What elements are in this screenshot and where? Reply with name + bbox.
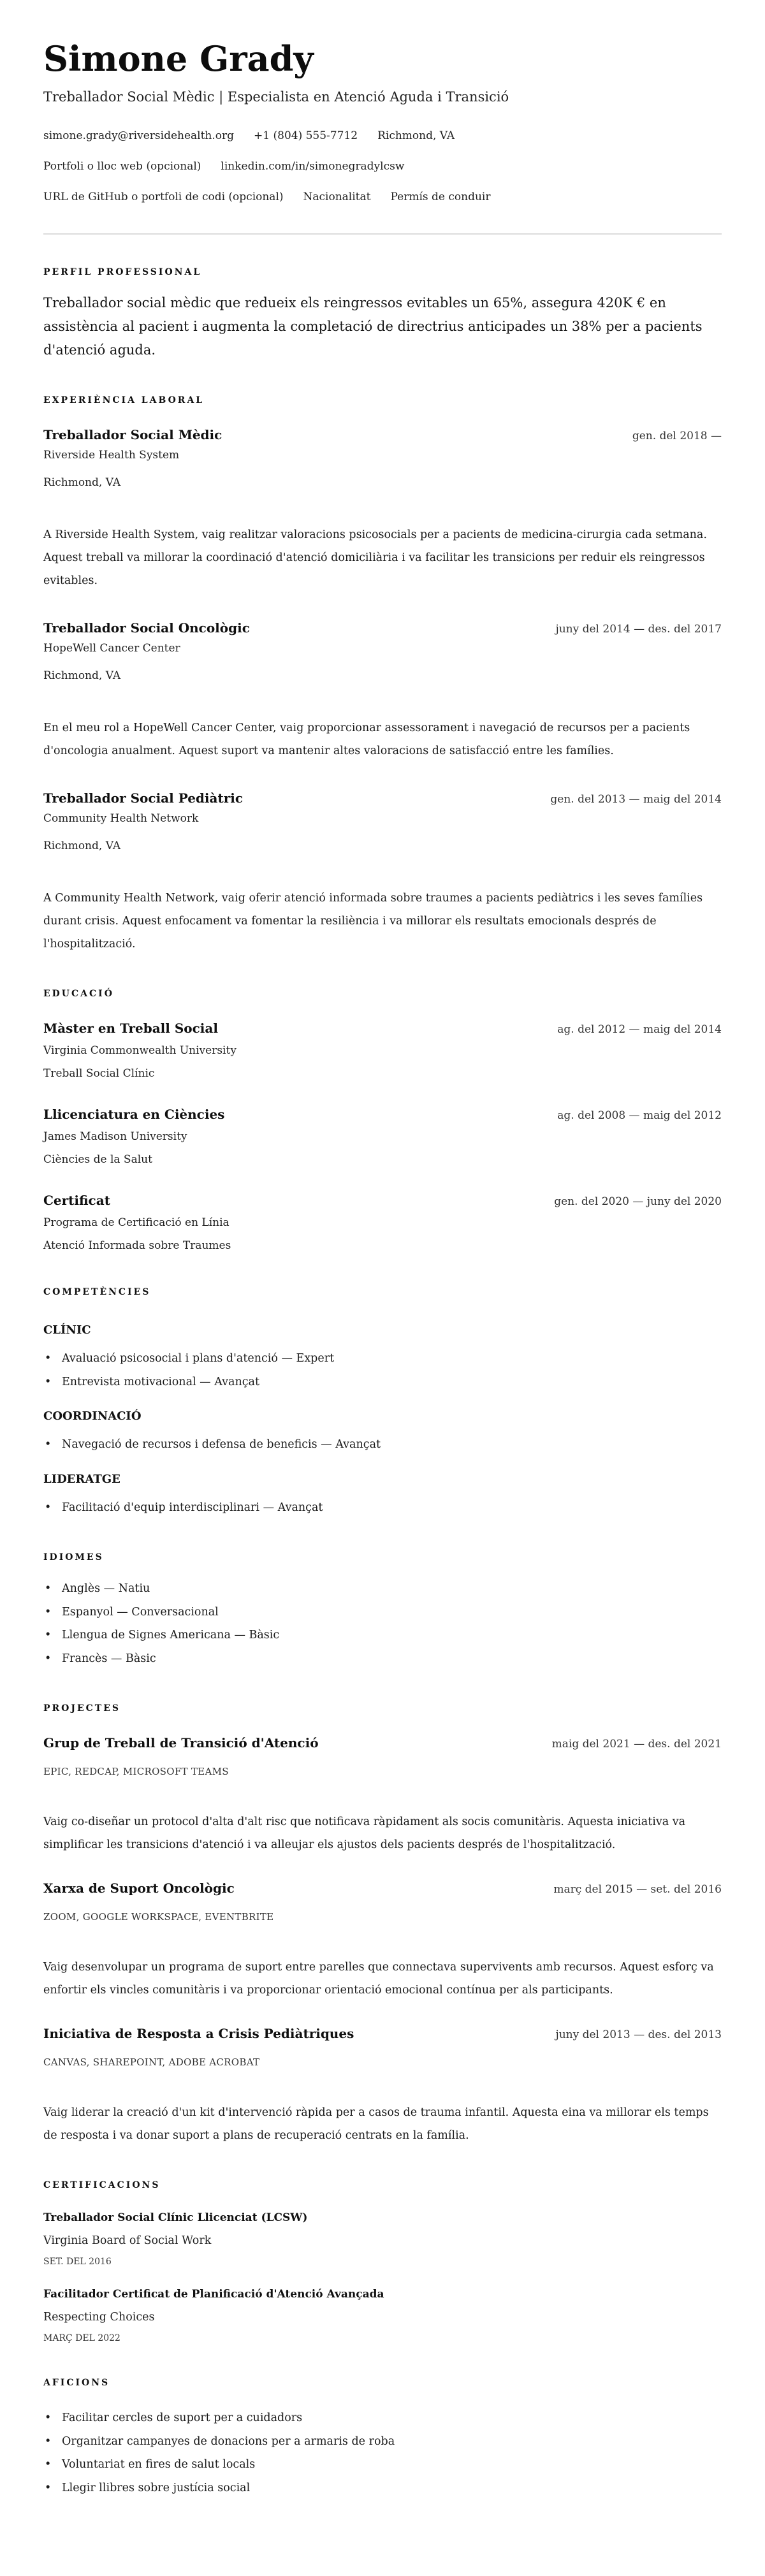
- project-dates: maig del 2021 — des. del 2021: [551, 1738, 722, 1750]
- skill-group-heading: COORDINACIÓ: [43, 1409, 142, 1423]
- resume-header: [43, 38, 722, 205]
- job-description: A Riverside Health System, vaig realitzar valoracions psicosocials per a pacients de medicina-cirurgia cada setmana. Aquest treball va millorar la coordinació d'atenció domiciliària i va facilitar les transicions per reduir els reingressos evitables.: [43, 528, 707, 587]
- hobby-item: • Voluntariat en fires de salut locals: [43, 2453, 722, 2477]
- certification-title: Facilitador Certificat de Planificació d'Atenció Avançada: [43, 2288, 384, 2301]
- job-dates: gen. del 2013 — maig del 2014: [550, 793, 722, 806]
- skill-list: [43, 1347, 722, 1394]
- job-entry: [43, 789, 722, 956]
- hobby-item: • Llegir llibres sobre justícia social: [43, 2477, 722, 2500]
- candidate-title: Treballador Social Mèdic | Especialista en Atenció Aguda i Transició: [43, 89, 509, 105]
- languages-section: [43, 1551, 722, 1670]
- job-dates: juny del 2014 — des. del 2017: [555, 623, 722, 636]
- education-dates: gen. del 2020 — juny del 2020: [554, 1195, 722, 1208]
- header-divider: [43, 233, 722, 235]
- summary-text: Treballador social mèdic que redueix els reingressos evitables un 65%, assegura 420K € en assistència al pacient i augmenta la completació de directrius anticipades un 38% per a pacients d'atenció aguda.: [43, 295, 703, 358]
- language-item: • Anglès — Natiu: [43, 1577, 722, 1601]
- section-heading: IDIOMES: [43, 1552, 104, 1562]
- field-of-study: Treball Social Clínic: [43, 1067, 155, 1080]
- language-item: • Llengua de Signes Americana — Bàsic: [43, 1624, 722, 1647]
- job-location: Richmond, VA: [43, 476, 121, 489]
- job-company: Riverside Health System: [43, 449, 180, 462]
- section-heading: EXPERIÈNCIA LABORAL: [43, 395, 205, 405]
- project-description: Vaig desenvolupar un programa de suport entre parelles que connectava supervivents amb recursos. Aquest esforç va enfortir els vincles comunitàris i va proporcionar orientació emocional contínua per als participants.: [43, 1961, 714, 1997]
- project-dates: març del 2015 — set. del 2016: [553, 1883, 722, 1896]
- job-title: Treballador Social Oncològic: [43, 620, 250, 636]
- contact-row: [43, 189, 722, 205]
- field-of-study: Ciències de la Salut: [43, 1153, 152, 1166]
- skill-group-heading: LIDERATGE: [43, 1472, 120, 1486]
- job-dates: gen. del 2018 —: [632, 430, 722, 442]
- job-description: A Community Health Network, vaig oferir atenció informada sobre traumes a pacients pediàtrics i les seves famílies durant crisis. Aquest enfocament va fomentar la resiliència i va millorar els resultats emocionals després de l'hospitalització.: [43, 892, 703, 950]
- job-location: Richmond, VA: [43, 840, 121, 852]
- education-dates: ag. del 2012 — maig del 2014: [557, 1023, 722, 1036]
- job-location: Richmond, VA: [43, 669, 121, 682]
- email-link[interactable]: simone.grady@riversidehealth.org: [43, 129, 235, 142]
- skill-group-heading: CLÍNIC: [43, 1323, 91, 1337]
- skill-item: • Entrevista motivacional — Avançat: [43, 1371, 722, 1394]
- section-heading: PROJECTES: [43, 1703, 120, 1714]
- portfolio-link[interactable]: Portfoli o lloc web (opcional): [43, 160, 201, 173]
- education-entry: [43, 1105, 722, 1168]
- nationality: Nacionalitat: [303, 191, 371, 203]
- project-title: Grup de Treball de Transició d'Atenció: [43, 1735, 319, 1750]
- job-company: Community Health Network: [43, 812, 199, 825]
- language-item: • Francès — Bàsic: [43, 1647, 722, 1671]
- project-entry: [43, 1879, 722, 2002]
- language-list: [43, 1577, 722, 1670]
- hobby-item: • Facilitar cercles de suport per a cuidadors: [43, 2406, 722, 2430]
- section-heading: PERFIL PROFESSIONAL: [43, 267, 202, 277]
- section-heading: EDUCACIÓ: [43, 989, 114, 999]
- degree: Màster en Treball Social: [43, 1021, 218, 1036]
- section-heading: COMPETÈNCIES: [43, 1287, 151, 1297]
- job-entry: [43, 619, 722, 762]
- project-entry: [43, 2025, 722, 2147]
- project-title: Xarxa de Suport Oncològic: [43, 1881, 235, 1896]
- job-description: En el meu rol a HopeWell Cancer Center, vaig proporcionar assessorament i navegació de recursos per a pacients d'oncologia anualment. Aquest suport va mantenir altes valoracions de satisfacció entre les famílies.: [43, 722, 690, 757]
- school: James Madison University: [43, 1130, 187, 1143]
- degree: Certificat: [43, 1193, 110, 1208]
- linkedin-link[interactable]: linkedin.com/in/simonegradylcsw: [221, 160, 405, 173]
- certification-date: MARÇ DEL 2022: [43, 2333, 120, 2343]
- phone-number[interactable]: +1 (804) 555-7712: [254, 129, 358, 142]
- hobby-item: • Organitzar campanyes de donacions per a armaris de roba: [43, 2430, 722, 2454]
- job-company: HopeWell Cancer Center: [43, 642, 180, 655]
- certification-issuer: Virginia Board of Social Work: [43, 2234, 212, 2247]
- experience-section: [43, 394, 722, 956]
- project-description: Vaig liderar la creació d'un kit d'intervenció ràpida per a casos de trauma infantil. Aquesta eina va millorar els temps de resposta i va donar suport a plans de recuperació centrats en la família.: [43, 2106, 709, 2142]
- job-title: Treballador Social Mèdic: [43, 427, 222, 442]
- project-description: Vaig co-diseñar un protocol d'alta d'alt risc que notificava ràpidament als socis comunitàris. Aquesta iniciativa va simplificar les transicions d'atenció i va alleujar els ajustos dels pacients després de l'hospitalització.: [43, 1816, 686, 1851]
- language-item: • Espanyol — Conversacional: [43, 1601, 722, 1624]
- school: Virginia Commonwealth University: [43, 1044, 237, 1057]
- job-entry: [43, 426, 722, 592]
- github-link[interactable]: URL de GitHub o portfoli de codi (opcional): [43, 191, 284, 203]
- driving-license: Permís de conduir: [390, 191, 491, 203]
- section-heading: CERTIFICACIONS: [43, 2180, 161, 2190]
- certifications-section: [43, 2179, 722, 2345]
- contact-row: [43, 128, 722, 143]
- project-dates: juny del 2013 — des. del 2013: [555, 2028, 722, 2041]
- education-entry: [43, 1191, 722, 1254]
- hobby-list: [43, 2406, 722, 2500]
- project-entry: [43, 1734, 722, 1856]
- skill-list: [43, 1433, 722, 1457]
- skill-item: • Avaluació psicosocial i plans d'atenció — Expert: [43, 1347, 722, 1371]
- education-section: [43, 987, 722, 1254]
- contact-row: [43, 159, 722, 174]
- hobbies-section: [43, 2376, 722, 2500]
- certification-title: Treballador Social Clínic Llicenciat (LCSW): [43, 2211, 308, 2224]
- candidate-name: Simone Grady: [43, 38, 314, 79]
- project-title: Iniciativa de Resposta a Crisis Pediàtriques: [43, 2026, 354, 2041]
- school: Programa de Certificació en Línia: [43, 1216, 229, 1229]
- certification-entry: [43, 2286, 722, 2345]
- certification-issuer: Respecting Choices: [43, 2311, 155, 2324]
- projects-section: [43, 1702, 722, 2147]
- certification-date: SET. DEL 2016: [43, 2257, 112, 2267]
- project-tech: EPIC, REDCAP, MICROSOFT TEAMS: [43, 1766, 229, 1777]
- degree: Llicenciatura en Ciències: [43, 1107, 225, 1122]
- summary-section: [43, 266, 722, 362]
- certification-entry: [43, 2209, 722, 2268]
- education-entry: [43, 1019, 722, 1082]
- section-heading: AFICIONS: [43, 2378, 110, 2388]
- skill-item: • Facilitació d'equip interdisciplinari — Avançat: [43, 1496, 722, 1520]
- project-tech: CANVAS, SHAREPOINT, ADOBE ACROBAT: [43, 2056, 260, 2068]
- skills-section: [43, 1286, 722, 1519]
- location: Richmond, VA: [377, 129, 455, 142]
- project-tech: ZOOM, GOOGLE WORKSPACE, EVENTBRITE: [43, 1911, 274, 1923]
- education-dates: ag. del 2008 — maig del 2012: [557, 1109, 722, 1122]
- skill-item: • Navegació de recursos i defensa de beneficis — Avançat: [43, 1433, 722, 1457]
- field-of-study: Atenció Informada sobre Traumes: [43, 1239, 231, 1252]
- job-title: Treballador Social Pediàtric: [43, 790, 244, 806]
- skill-list: [43, 1496, 722, 1520]
